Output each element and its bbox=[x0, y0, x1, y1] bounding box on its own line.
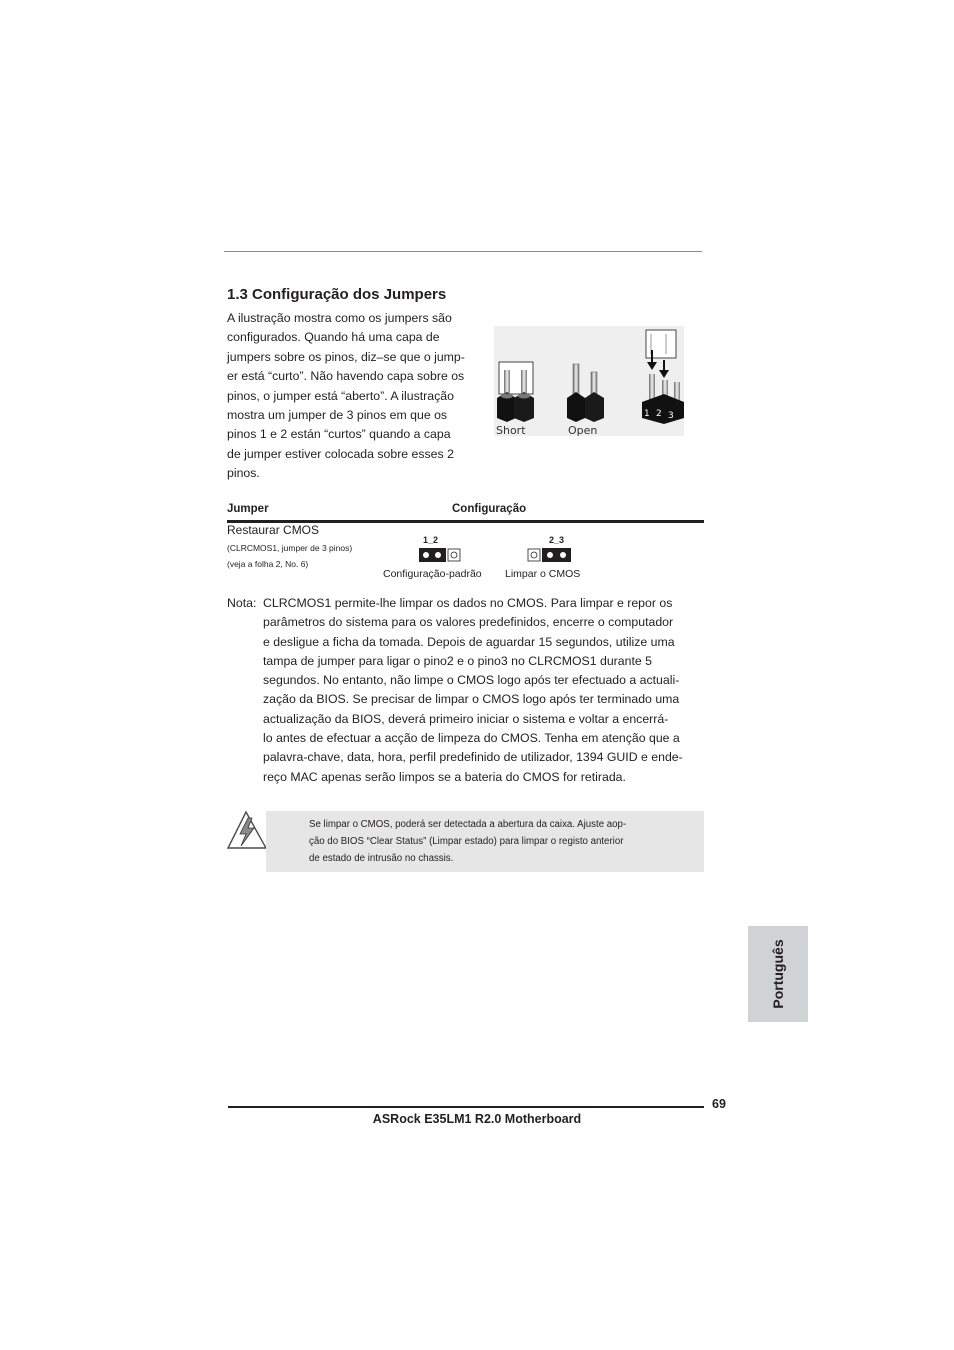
note-line: reço MAC apenas serão limpos se a bateria do CMOS for retirada. bbox=[263, 769, 626, 784]
header-rule bbox=[224, 251, 702, 252]
jumper-clear-diagram bbox=[527, 534, 573, 564]
footer-text: ASRock E35LM1 R2.0 Motherboard bbox=[372, 1112, 582, 1126]
config-clear-label: Limpar o CMOS bbox=[505, 568, 581, 580]
note-line: segundos. No entanto, não limpe o CMOS logo após ter efectuado a actuali- bbox=[263, 673, 680, 688]
row-name: Restaurar CMOS bbox=[227, 523, 320, 537]
column-jumper-header: Jumper bbox=[227, 503, 269, 515]
intro-line: mostra um jumper de 3 pinos em que os bbox=[227, 408, 448, 423]
note-line: e desligue a ficha da tomada. Depois de aguardar 15 segundos, utilize uma bbox=[263, 634, 675, 649]
pin-number-3: 3 bbox=[668, 411, 674, 421]
note-paragraph bbox=[263, 594, 704, 787]
jumper-illustration bbox=[494, 326, 684, 436]
page-number: 69 bbox=[712, 1097, 726, 1111]
jumper-default-diagram bbox=[418, 534, 462, 564]
section-title: 1.3 Configuração dos Jumpers bbox=[227, 286, 447, 303]
short-label: Short bbox=[496, 424, 526, 436]
config-default-label: Configuração-padrão bbox=[383, 568, 482, 580]
footer-rule bbox=[228, 1106, 704, 1108]
note-line: tampa de jumper para ligar o pino2 e o pino3 no CLRCMOS1 durante 5 bbox=[263, 653, 652, 668]
row-note-1: (CLRCMOS1, jumper de 3 pinos) bbox=[227, 543, 353, 553]
language-tab-label: Português bbox=[770, 939, 786, 1009]
warning-line: Se limpar o CMOS, poderá ser detectada a abertura da caixa. Ajuste aop- bbox=[309, 819, 627, 830]
note-line: zação da BIOS. Se precisar de limpar o CMOS logo após ter terminado uma bbox=[263, 692, 680, 707]
intro-line: A ilustração mostra como os jumpers são bbox=[227, 311, 452, 325]
note-line: CLRCMOS1 permite-lhe limpar os dados no CMOS. Para limpar e repor os bbox=[263, 596, 673, 610]
intro-line: de jumper estiver colocada sobre esses 2 bbox=[227, 446, 454, 461]
intro-line: pinos, o jumper está “aberto”. A ilustração bbox=[227, 388, 454, 403]
pin-number-1: 1 bbox=[644, 409, 650, 419]
note-line: actualização da BIOS, deverá primeiro iniciar o sistema e voltar a encerrá- bbox=[263, 711, 669, 726]
warning-text bbox=[309, 816, 689, 867]
row-note-2: (veja a folha 2, No. 6) bbox=[227, 559, 309, 569]
warning-line: de estado de intrusão no chassis. bbox=[309, 853, 454, 864]
intro-line: configurados. Quando há uma capa de bbox=[227, 330, 440, 345]
note-label: Nota: bbox=[227, 596, 257, 610]
jumper-clear-pins-label: 2_3 bbox=[549, 535, 565, 545]
intro-line: pinos 1 e 2 están “curtos” quando a capa bbox=[227, 427, 451, 442]
intro-line: er está “curto”. Não havendo capa sobre os bbox=[227, 369, 465, 384]
note-line: palavra-chave, data, hora, perfil predefinido de utilizador, 1394 GUID e ende- bbox=[263, 750, 683, 765]
intro-line: pinos. bbox=[227, 466, 260, 481]
note-line: parâmetros do sistema para os valores predefinidos, encerre o computador bbox=[263, 615, 674, 630]
pin-number-2: 2 bbox=[656, 409, 662, 419]
warning-line: ção do BIOS “Clear Status” (Limpar estado) para limpar o registo anterior bbox=[309, 836, 624, 847]
intro-paragraph bbox=[227, 309, 477, 484]
warning-icon bbox=[226, 810, 268, 850]
open-label: Open bbox=[568, 424, 598, 436]
jumper-default-pins-label: 1_2 bbox=[423, 535, 439, 545]
column-config-header: Configuração bbox=[452, 503, 527, 515]
short-jumper bbox=[497, 362, 534, 422]
note-line: lo antes de efectuar a acção de limpeza do CMOS. Tenha em atenção que a bbox=[263, 731, 680, 746]
intro-line: jumpers sobre os pinos, diz–se que o jump- bbox=[227, 349, 465, 364]
